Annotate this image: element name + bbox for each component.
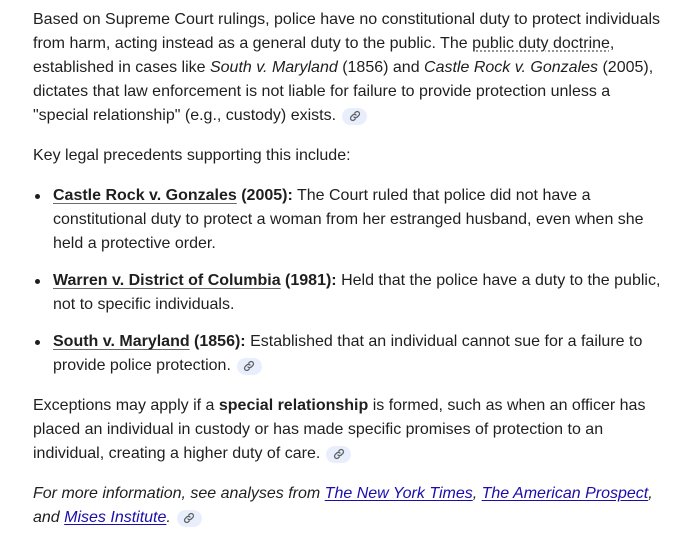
source-link-mises-institute[interactable]: Mises Institute (64, 509, 167, 526)
case-year: (1981): (280, 272, 337, 289)
list-item (33, 269, 665, 317)
link-icon (183, 512, 195, 524)
special-relationship-term: special relationship (218, 397, 369, 414)
link-icon (333, 448, 345, 460)
link-icon (243, 360, 255, 372)
intro-text: Based on Supreme Court rulings, police have no constitutional duty to protect individuals from harm, acting instead as a general duty to the public. The (33, 11, 661, 52)
citation-button[interactable] (237, 358, 262, 375)
source-link-nyt[interactable]: The New York Times (324, 485, 473, 502)
ai-overview-answer (33, 8, 665, 530)
intro-paragraph (33, 8, 665, 128)
precedents-list (33, 184, 665, 378)
case-description: Held that the police have a duty to the public, not to specific individuals. (53, 272, 661, 313)
case-link-castle-rock[interactable]: Castle Rock v. Gonzales (53, 187, 237, 204)
case-description: Established that an individual cannot sue for a failure to provide police protection. (53, 333, 643, 374)
citation-button[interactable] (177, 510, 202, 527)
source-link-american-prospect[interactable]: The American Prospect (481, 485, 649, 502)
separator: , and (33, 485, 653, 526)
case-name: South v. Maryland (209, 59, 338, 76)
case-description: The Court ruled that police did not have a constitutional duty to protect a woman from her estranged husband, even when she held a protective order. (53, 187, 644, 252)
intro-text: (1856) and (337, 59, 425, 76)
more-info-paragraph (33, 482, 665, 530)
more-info-text: For more information, see analyses from (33, 485, 325, 502)
case-year: (1856): (189, 333, 246, 350)
public-duty-doctrine-link[interactable]: public duty doctrine (472, 35, 610, 52)
intro-text: (2005), dictates that law enforcement is not liable for failure to provide protection unless a "special relationship" (e.g., custody) exists. (33, 59, 654, 124)
citation-button[interactable] (342, 108, 367, 125)
list-item (33, 184, 665, 256)
exceptions-text: Exceptions may apply if a (33, 397, 219, 414)
precedents-intro: Key legal precedents supporting this include: (33, 147, 351, 164)
separator: , (472, 485, 482, 502)
case-link-south[interactable]: South v. Maryland (53, 333, 190, 350)
exceptions-text: is formed, such as when an officer has placed an individual in custody or has made specific promises of protection to an individual, creating a higher duty of care. (33, 397, 646, 462)
case-year: (2005): (236, 187, 293, 204)
exceptions-paragraph (33, 394, 665, 466)
citation-button[interactable] (326, 446, 351, 463)
separator: . (166, 509, 171, 526)
link-icon (349, 110, 361, 122)
case-link-warren[interactable]: Warren v. District of Columbia (53, 272, 281, 289)
list-item (33, 330, 665, 378)
case-name: Castle Rock v. Gonzales (424, 59, 599, 76)
intro-text: , established in cases like (33, 35, 615, 76)
